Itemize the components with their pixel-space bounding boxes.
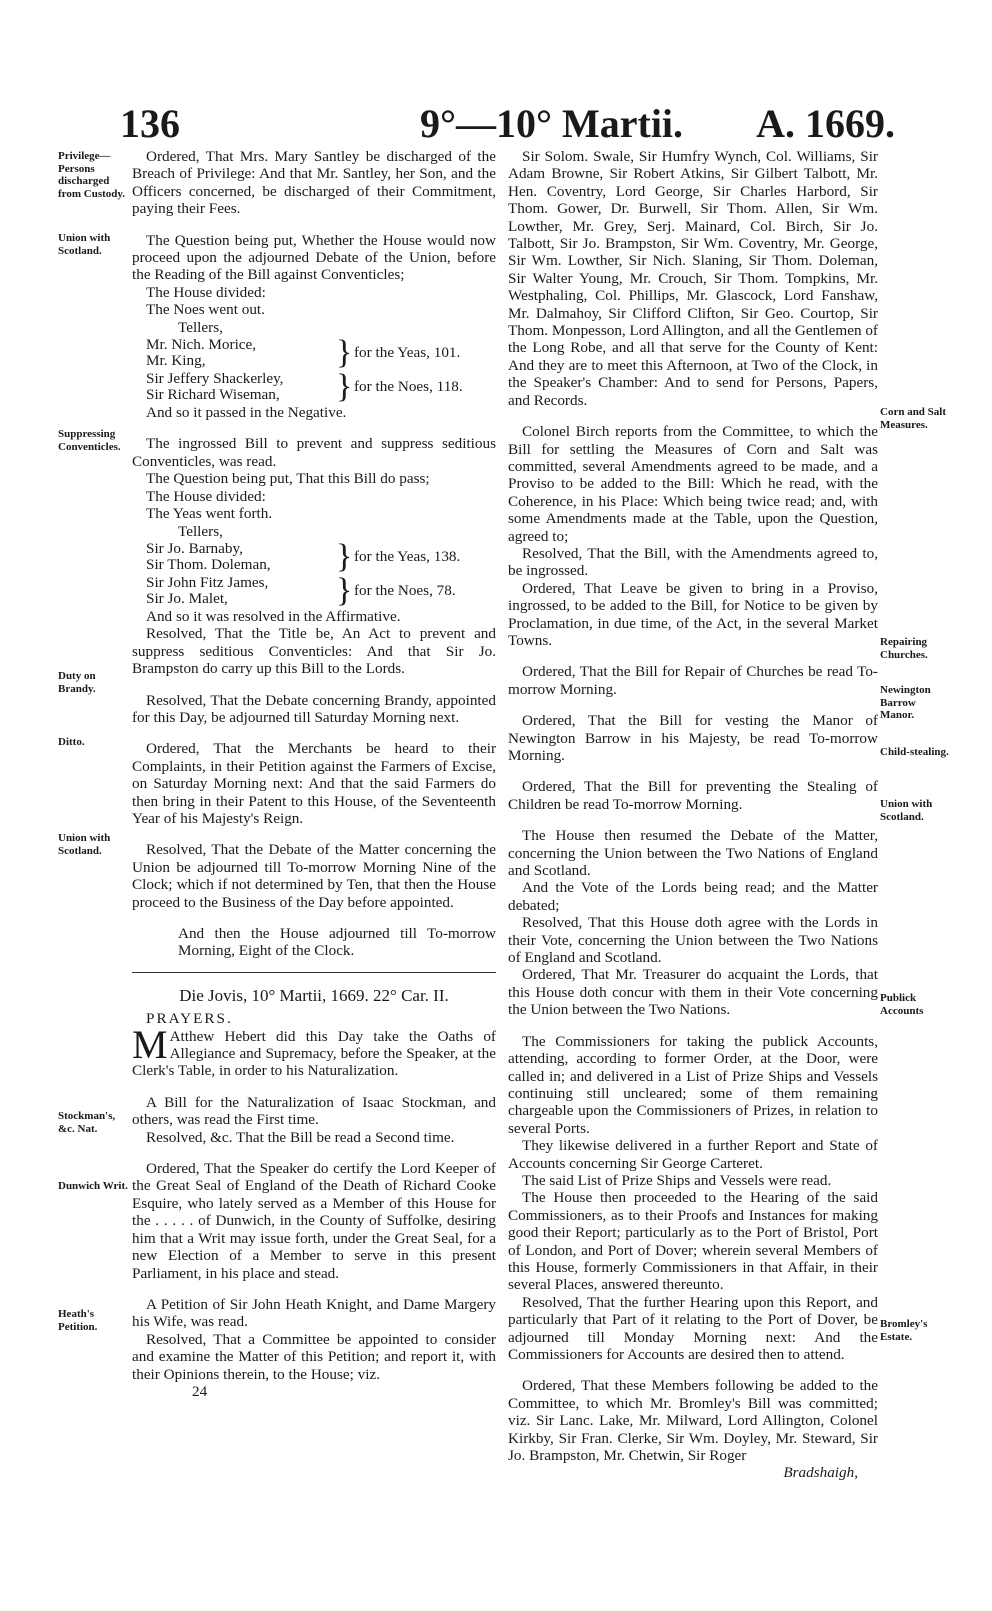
entry-hebert-text: Atthew Hebert did this Day take the Oaths of Allegiance and Supremacy, before the Speaker, at the Clerk's Table, in order to his Naturalization. bbox=[132, 1027, 496, 1080]
entry-child-stealing: Ordered, That the Bill for preventing the Stealing of Children be read To-morrow Morning. bbox=[508, 778, 878, 813]
teller-pair-yeas bbox=[132, 336, 496, 370]
margin-note-corn: Corn and Salt Measures. bbox=[880, 406, 947, 431]
entry-hearing: The House then proceeded to the Hearing of the said Commissioners, as to their Proofs and Instances for making good their Report; particularly as to the Port of Bristol, Port of London, and Port of Dover; wherein several Members of this House, formerly Commissioners in that Affair, in their several Places, answered thereunto. bbox=[508, 1189, 878, 1294]
result-line: And so it was resolved in the Affirmative. bbox=[146, 607, 401, 625]
teller-name: Sir Jeffery Shackerley, bbox=[146, 370, 284, 388]
right-column bbox=[508, 148, 878, 1482]
house-adjourned: And then the House adjourned till To-morrow Morning, Eight of the Clock. bbox=[178, 925, 496, 960]
entry-merchants: Ordered, That the Merchants be heard to their Complaints, in their Petition against the Farmers of Excise, on Saturday Morning next: And that the said Farmers do then bring in their Patent to this House, of the Seventeenth Year of his Majesty's Reign. bbox=[132, 740, 496, 827]
entry-privilege: Ordered, That Mrs. Mary Santley be discharged of the Breach of Privilege: And that Mr. Santley, her Son, and the Officers concerned, be discharged of their Commitment, paying their Fees. bbox=[132, 148, 496, 218]
day-heading: Die Jovis, 10° Martii, 1669. 22° Car. II. bbox=[179, 985, 449, 1005]
margin-note-union-3: Union with Scotland. bbox=[880, 798, 933, 823]
catchword: Bradshaigh, bbox=[783, 1464, 858, 1482]
prayers-heading: PRAYERS. bbox=[146, 1010, 233, 1028]
teller-result: for the Noes, 78. bbox=[354, 582, 456, 600]
margin-note-privilege: Privilege—Persons discharged from Custody. bbox=[58, 150, 126, 200]
entry-conventicles-bill: The ingrossed Bill to prevent and suppress seditious Conventicles, was read. bbox=[132, 435, 496, 470]
teller-pair-yeas bbox=[132, 537, 496, 575]
teller-name: Sir John Fitz James, bbox=[146, 573, 269, 591]
margin-note-bromley: Bromley's Estate. bbox=[880, 1318, 928, 1343]
teller-result: for the Yeas, 138. bbox=[354, 548, 461, 566]
teller-pair-noes bbox=[132, 370, 496, 404]
question-line: The Question being put, That this Bill do pass; bbox=[146, 470, 430, 488]
resolution-heath: Resolved, That a Committee be appointed to consider and examine the Matter of this Petition; and report it, with their Opinions therein, to the House; viz. bbox=[132, 1330, 496, 1383]
margin-note-union-2: Union with Scotland. bbox=[58, 832, 111, 857]
entry-newington: Ordered, That the Bill for vesting the Manor of Newington Barrow in his Majesty, be read To-morrow Morning. bbox=[508, 712, 878, 764]
margin-note-child: Child-stealing. bbox=[880, 746, 949, 758]
resolution-stockman: Resolved, &c. That the Bill be read a Second time. bbox=[146, 1128, 455, 1146]
margin-note-conventicles: Suppressing Conventicles. bbox=[58, 428, 121, 453]
entry-dunwich: Ordered, That the Speaker do certify the Lord Keeper of the Great Seal of England of the Death of Richard Cooke Esquire, who lately served as a Member of this House for the . . . . . of Dunwich, in the County of Suffolke, desiring him that a Writ may issue forth, under the Great Seal, for a new Election of a Member to serve in this present Parliament, in his place and stead. bbox=[132, 1160, 496, 1282]
division-line: The House divided: bbox=[146, 283, 266, 301]
vote-lords-line: And the Vote of the Lords being read; and the Matter debated; bbox=[508, 879, 878, 914]
entry-churches: Ordered, That the Bill for Repair of Churches be read To-morrow Morning. bbox=[508, 663, 878, 698]
resolution-title: Resolved, That the Title be, An Act to prevent and suppress seditious Conventicles: And that Sir Jo. Brampston do carry up this Bill to the Lords. bbox=[132, 625, 496, 678]
tellers-label: Tellers, bbox=[178, 522, 223, 540]
brace-glyph: } bbox=[336, 368, 353, 406]
order-proviso: Ordered, That Leave be given to bring in a Proviso, ingrossed, to be added to the Bill, for Notice to be given by Proclamation, in due time, of the Act, in the several Market Towns. bbox=[508, 579, 878, 649]
division-line: The House divided: bbox=[146, 487, 266, 505]
margin-note-ditto: Ditto. bbox=[58, 736, 85, 748]
entry-stockman: A Bill for the Naturalization of Isaac Stockman, and others, was read the First time. bbox=[132, 1093, 496, 1129]
order-treasurer: Ordered, That Mr. Treasurer do acquaint the Lords, that this House doth concur with them in their Vote concerning the Union between the Two Nations. bbox=[508, 966, 878, 1019]
signature-mark: 24 bbox=[192, 1382, 208, 1400]
margin-note-churches: Repairing Churches. bbox=[880, 636, 928, 661]
left-column bbox=[132, 148, 496, 1400]
teller-name: Sir Jo. Malet, bbox=[146, 589, 228, 607]
committee-list: Sir Solom. Swale, Sir Humfry Wynch, Col. Williams, Sir Adam Browne, Sir Robert Atkins, Sir Gilbert Talbott, Mr. Hen. Coventry, Lord George, Sir Charles Harbord, Sir Thom. Gower, Dr. Burwell, Sir Thom. Allen, Sir Wm. Lowther, Mr. Grey, Serj. Mainard, Col. Birch, Sir Jo. Talbott, Sir Jo. Brampston, Sir Wm. Coventry, Mr. George, Sir Wm. Lowther, Sir Nich. Slaning, Sir Thom. Doleman, Sir Walter Young, Mr. Crouch, Sir Thom. Tompkins, Mr. Westphaling, Col. Phillips, Mr. Glascock, Lord Fanshaw, Mr. Dalmahoy, Sir Clifford Clifton, Sir Geo. Courtop, Sir Thom. Monpesson, Lord Allington, and all the Gentlemen of the Long Robe, and all that serve for the County of Kent: And they are to meet this Afternoon, at Two of the Clock, in the Speaker's Chamber: And to send for Persons, Papers, and Records. bbox=[508, 148, 878, 409]
margin-note-publick: Publick Accounts bbox=[880, 992, 924, 1017]
brace-glyph: } bbox=[336, 334, 353, 372]
entry-hebert bbox=[132, 1021, 496, 1080]
resolution-hearing: Resolved, That the further Hearing upon this Report, and particularly that Part of it relating to the Port of Dover, be adjourned till Monday Morning next: And the Commissioners for Accounts are desired then to attend. bbox=[508, 1293, 878, 1363]
teller-pair-noes bbox=[132, 571, 496, 609]
margin-note-union: Union with Scotland. bbox=[58, 232, 111, 257]
teller-name: Mr. Nich. Morice, bbox=[146, 336, 257, 354]
margin-note-heath: Heath's Petition. bbox=[58, 1308, 98, 1333]
page-number: 136 bbox=[120, 101, 180, 146]
entry-union-adjourn: Resolved, That the Debate of the Matter concerning the Union be adjourned till To-morrow Morning Nine of the Clock; which if not determined by Ten, that then the House proceed to the Business of the Day before appointed. bbox=[132, 841, 496, 911]
result-line: And so it passed in the Negative. bbox=[146, 404, 347, 422]
margin-note-newington: Newington Barrow Manor. bbox=[880, 684, 931, 721]
entry-prize-list: The said List of Prize Ships and Vessels were read. bbox=[522, 1171, 832, 1189]
entry-heath: A Petition of Sir John Heath Knight, and Dame Margery his Wife, was read. bbox=[132, 1295, 496, 1331]
page-header bbox=[120, 100, 895, 150]
entry-brandy: Resolved, That the Debate concerning Brandy, appointed for this Day, be adjourned till Saturday Morning next. bbox=[132, 691, 496, 726]
entry-union-question: The Question being put, Whether the House would now proceed upon the adjourned Debate of the Union, before the Reading of the Bill against Conventicles; bbox=[132, 231, 496, 284]
header-date: 9°—10° Martii. bbox=[420, 101, 684, 146]
entry-union-debate: The House then resumed the Debate of the Matter, concerning the Union between the Two Nations of England and Scotland. bbox=[508, 827, 878, 880]
margin-note-brandy: Duty on Brandy. bbox=[58, 670, 96, 695]
entry-bromley: Ordered, That these Members following be added to the Committee, to which Mr. Bromley's Bill was committed; viz. Sir Lanc. Lake, Mr. Milward, Lord Allington, Colonel Kirkby, Sir Fran. Clerke, Sir Wm. Doyley, Mr. Steward, Sir Jo. Brampston, Mr. Chetwin, Sir Roger bbox=[508, 1377, 878, 1465]
teller-name: Sir Richard Wiseman, bbox=[146, 386, 280, 404]
yeas-forth-line: The Yeas went forth. bbox=[146, 505, 273, 523]
brace-glyph: } bbox=[336, 571, 353, 609]
teller-result: for the Yeas, 101. bbox=[354, 344, 461, 362]
resolution-corn-salt: Resolved, That the Bill, with the Amendments agreed to, be ingrossed. bbox=[508, 544, 878, 580]
teller-result: for the Noes, 118. bbox=[354, 378, 463, 396]
entry-publick-accounts: The Commissioners for taking the publick Accounts, attending, according to former Order, at the Door, were called in; and delivered in a List of Prize Ships and Vessels continuing still uncleared; some of them remaining chargeable upon the Commissioners of Prizes, in relation to several Ports. bbox=[508, 1032, 878, 1137]
margin-note-stockman: Stockman's, &c. Nat. bbox=[58, 1110, 116, 1135]
drop-cap: M bbox=[132, 1021, 168, 1067]
entry-corn-salt: Colonel Birch reports from the Committee, to which the Bill for settling the Measures of Corn and Salt was committed, several Amendments agreed to be made, and a Proviso to be added to the Bill: Which he read, with the Coherence, in his Place: Which being twice read; and, with some Amendments made at the Table, upon the Question, agreed to; bbox=[508, 423, 878, 545]
entry-carteret: They likewise delivered in a further Report and State of Accounts concerning Sir George Carteret. bbox=[508, 1137, 878, 1172]
header-year: A. 1669. bbox=[756, 101, 895, 146]
margin-note-dunwich: Dunwich Writ. bbox=[58, 1180, 128, 1192]
brace-glyph: } bbox=[336, 537, 353, 575]
teller-name: Mr. King, bbox=[146, 352, 206, 370]
resolution-union: Resolved, That this House doth agree with the Lords in their Vote, concerning the Union between the Two Nations of England and Scotland. bbox=[508, 914, 878, 967]
section-divider bbox=[132, 972, 496, 973]
teller-name: Sir Thom. Doleman, bbox=[146, 555, 271, 573]
tellers-label: Tellers, bbox=[178, 318, 223, 336]
noes-out-line: The Noes went out. bbox=[146, 301, 265, 319]
teller-name: Sir Jo. Barnaby, bbox=[146, 539, 243, 557]
